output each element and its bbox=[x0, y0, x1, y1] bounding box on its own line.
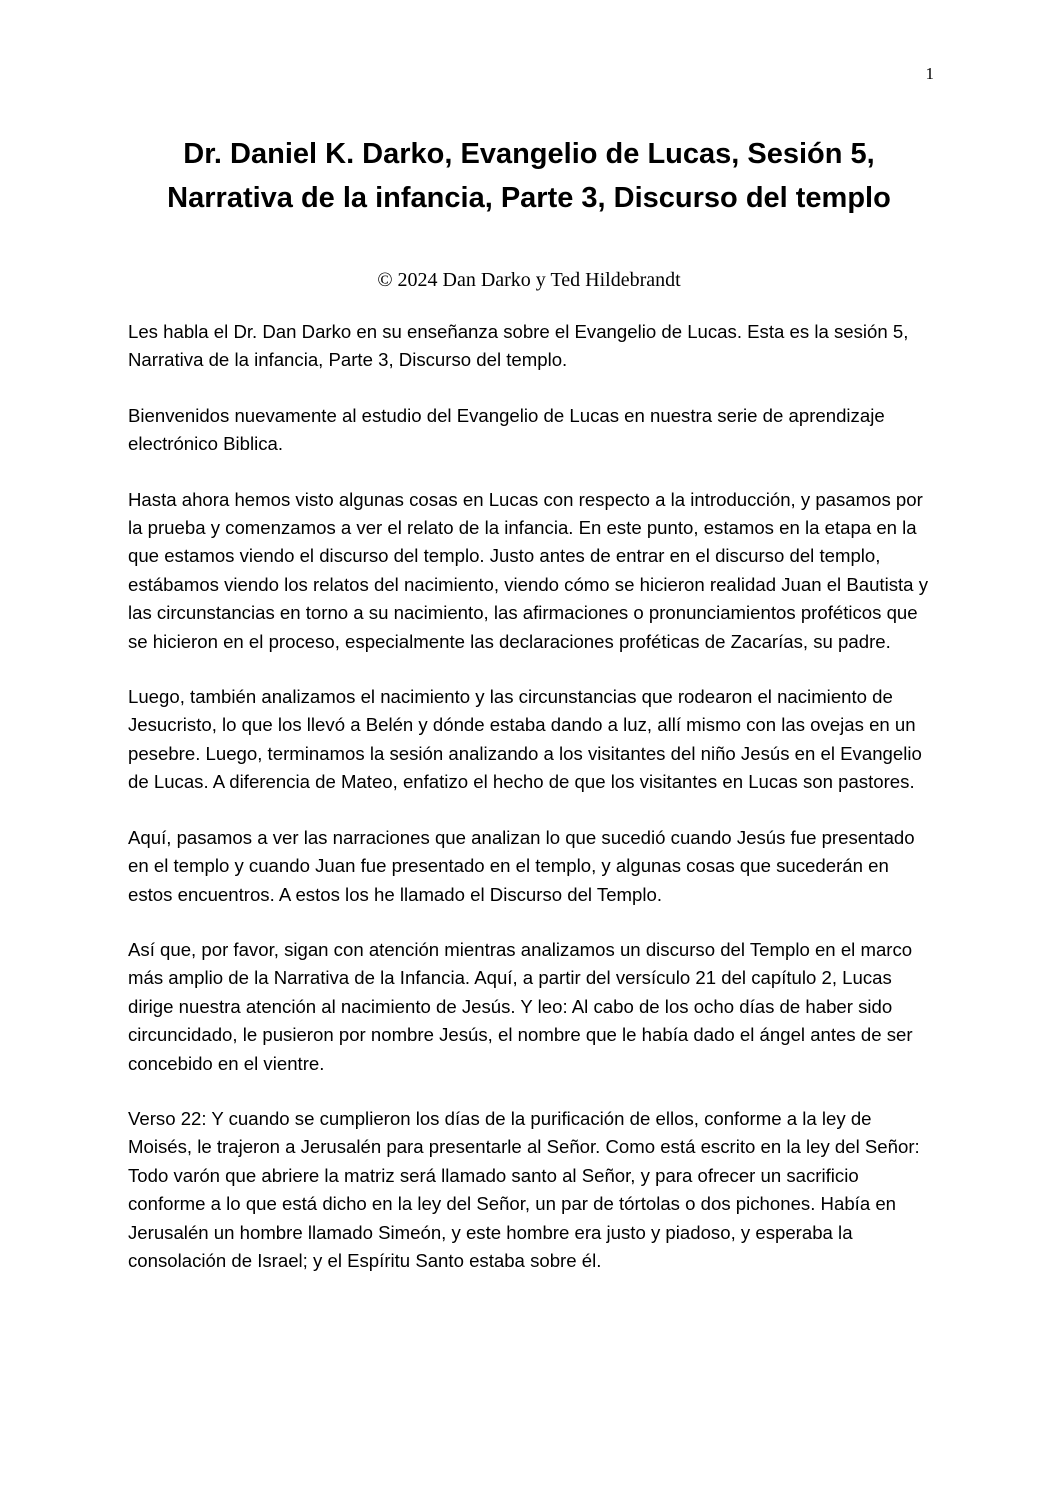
paragraph: Les habla el Dr. Dan Darko en su enseñanza sobre el Evangelio de Lucas. Esta es la sesión 5, Narrativa de la infancia, Parte 3, Discurso del templo. bbox=[128, 321, 909, 371]
paragraph: Luego, también analizamos el nacimiento y las circunstancias que rodearon el nacimiento de Jesucristo, lo que los llevó a Belén y dónde estaba dando a luz, allí mismo con las ovejas en un pesebre. Luego, terminamos la sesión analizando a los visitantes del niño Jesús en el Evangelio de Lucas. A diferencia de Mateo, enfatizo el hecho de que los visitantes en Lucas son pastores. bbox=[128, 686, 922, 793]
paragraph: Bienvenidos nuevamente al estudio del Evangelio de Lucas en nuestra serie de aprendizaje electrónico Biblica. bbox=[128, 404, 885, 455]
document-title: Dr. Daniel K. Darko, Evangelio de Lucas, Sesión 5, Narrativa de la infancia, Parte 3, Discurso del templo bbox=[167, 138, 891, 214]
paragraph: Hasta ahora hemos visto algunas cosas en Lucas con respecto a la introducción, y pasamos por la prueba y comenzamos a ver el relato de la infancia. En este punto, estamos en la etapa en la que estamos viendo el discurso del templo. Justo antes de entrar en el discurso del templo, estábamos viendo los relatos del nacimiento, viendo cómo se hicieron realidad Juan el Bautista y las circunstancias en torno a su nacimiento, las afirmaciones o pronunciamientos proféticos que se hicieron en el proceso, especialmente las declaraciones proféticas de Zacarías, su padre. bbox=[128, 488, 928, 652]
paragraph: Aquí, pasamos a ver las narraciones que analizan lo que sucedió cuando Jesús fue presentado en el templo y cuando Juan fue presentado en el templo, y algunas cosas que sucederán en estos encuentros. A estos los he llamado el Discurso del Templo. bbox=[128, 826, 915, 905]
paragraph: Así que, por favor, sigan con atención mientras analizamos un discurso del Templo en el marco más amplio de la Narrativa de la Infancia. Aquí, a partir del versículo 21 del capítulo 2, Lucas dirige nuestra atención al nacimiento de Jesús. Y leo: Al cabo de los ocho días de haber sido circuncidado, le pusieron por nombre Jesús, el nombre que le había dado el ángel antes de ser concebido en el vientre. bbox=[128, 938, 913, 1074]
paragraph: Verso 22: Y cuando se cumplieron los días de la purificación de ellos, conforme a la ley de Moisés, le trajeron a Jerusalén para presentarle al Señor. Como está escrito en la ley del Señor: Todo varón que abriere la matriz será llamado santo al Señor, y para ofrecer un sacrificio conforme a lo que está dicho en la ley del Señor, un par de tórtolas o dos pichones. Había en Jerusalén un hombre llamado Simeón, y este hombre era justo y piadoso, y esperaba la consolación de Israel; y el Espíritu Santo estaba sobre él. bbox=[128, 1107, 920, 1271]
document-body bbox=[128, 318, 934, 1302]
page-number: 1 bbox=[925, 64, 934, 83]
copyright-line: © 2024 Dan Darko y Ted Hildebrandt bbox=[377, 269, 681, 291]
